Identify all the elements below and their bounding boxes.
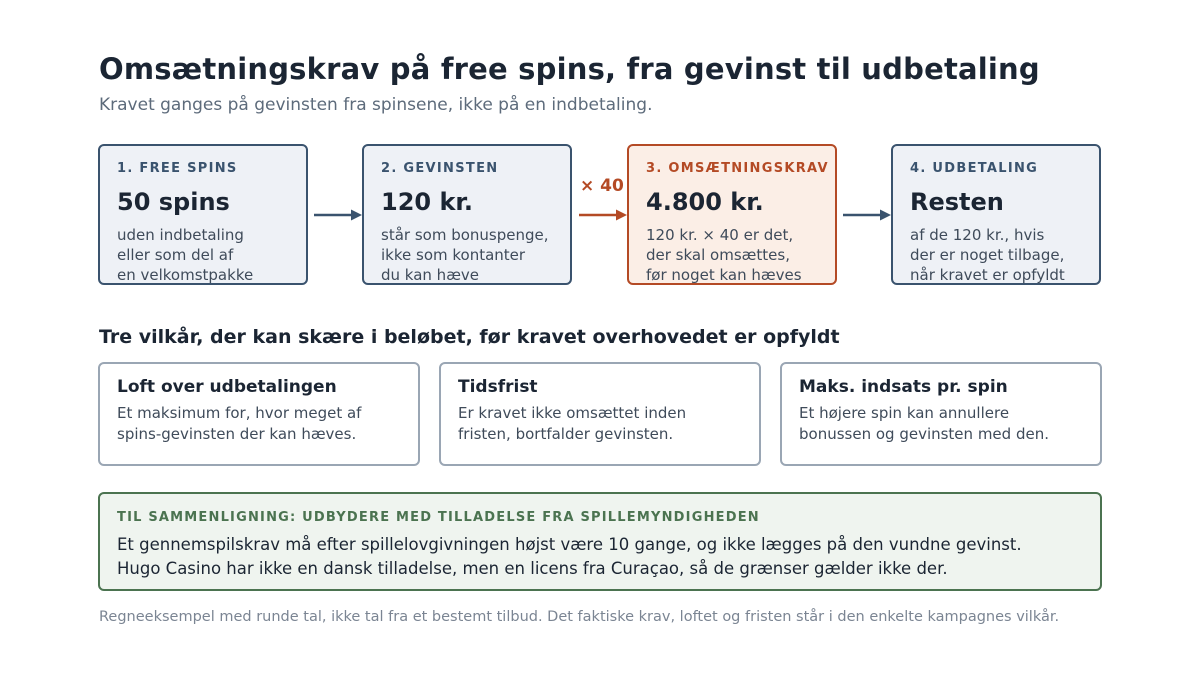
step-description-line: når kravet er opfyldt bbox=[910, 266, 1065, 284]
step-description bbox=[646, 225, 818, 285]
step-description-line: der er noget tilbage, bbox=[910, 246, 1065, 264]
page-title: Omsætningskrav på free spins, fra gevinst til udbetaling bbox=[99, 52, 1040, 86]
step-free-spins bbox=[98, 144, 308, 285]
step-description-line: står som bonuspenge, bbox=[381, 226, 549, 244]
comparison-box bbox=[98, 492, 1102, 591]
step-value: Resten bbox=[910, 188, 1004, 216]
step-winnings bbox=[362, 144, 572, 285]
condition-title: Tidsfrist bbox=[458, 377, 538, 397]
step-description-line: før noget kan hæves bbox=[646, 266, 802, 284]
condition-description bbox=[458, 403, 742, 445]
step-description-line: du kan hæve bbox=[381, 266, 480, 284]
conditions-heading: Tre vilkår, der kan skære i beløbet, før kravet overhovedet er opfyldt bbox=[99, 326, 840, 348]
page-subtitle: Kravet ganges på gevinsten fra spinsene, ikke på en indbetaling. bbox=[99, 95, 653, 115]
condition-title: Loft over udbetalingen bbox=[117, 377, 337, 397]
condition-description-line: spins-gevinsten der kan hæves. bbox=[117, 425, 357, 443]
comparison-label: TIL SAMMENLIGNING: UDBYDERE MED TILLADELSE FRA SPILLEMYNDIGHEDEN bbox=[117, 510, 760, 525]
step-description-line: eller som del af bbox=[117, 246, 234, 264]
condition-description-line: Et højere spin kan annullere bbox=[799, 404, 1010, 422]
step-description-line: en velkomstpakke bbox=[117, 266, 254, 284]
condition-card-max-bet bbox=[780, 362, 1102, 466]
step-description bbox=[381, 225, 553, 285]
condition-description-line: Et maksimum for, hvor meget af bbox=[117, 404, 362, 422]
step-label: 3. OMSÆTNINGSKRAV bbox=[646, 161, 829, 176]
step-payout bbox=[891, 144, 1101, 285]
comparison-text bbox=[117, 533, 1083, 581]
arrow-right-icon bbox=[842, 205, 892, 225]
step-description-line: ikke som kontanter bbox=[381, 246, 526, 264]
multiplier-label: × 40 bbox=[580, 176, 624, 196]
condition-description-line: bonussen og gevinsten med den. bbox=[799, 425, 1049, 443]
step-label: 1. FREE SPINS bbox=[117, 161, 238, 176]
step-description-line: af de 120 kr., hvis bbox=[910, 226, 1045, 244]
condition-description bbox=[799, 403, 1083, 445]
step-label: 2. GEVINSTEN bbox=[381, 161, 499, 176]
condition-card-deadline bbox=[439, 362, 761, 466]
condition-card-payout-cap bbox=[98, 362, 420, 466]
step-label: 4. UDBETALING bbox=[910, 161, 1039, 176]
step-value: 50 spins bbox=[117, 188, 230, 216]
step-description bbox=[117, 225, 289, 285]
step-description bbox=[910, 225, 1082, 285]
step-wagering-requirement bbox=[627, 144, 837, 285]
step-description-line: uden indbetaling bbox=[117, 226, 244, 244]
condition-description bbox=[117, 403, 401, 445]
arrow-right-icon bbox=[313, 205, 363, 225]
comparison-line: Et gennemspilskrav må efter spillelovgivningen højst være 10 gange, og ikke lægges på den vundne gevinst. bbox=[117, 535, 1022, 554]
condition-description-line: Er kravet ikke omsættet inden bbox=[458, 404, 687, 422]
comparison-line: Hugo Casino har ikke en dansk tilladelse, men en licens fra Curaçao, så de grænser gælder ikke der. bbox=[117, 559, 948, 578]
step-description-line: der skal omsættes, bbox=[646, 246, 790, 264]
step-description-line: 120 kr. × 40 er det, bbox=[646, 226, 794, 244]
arrow-right-icon bbox=[578, 205, 628, 225]
step-value: 4.800 kr. bbox=[646, 188, 764, 216]
condition-title: Maks. indsats pr. spin bbox=[799, 377, 1008, 397]
condition-description-line: fristen, bortfalder gevinsten. bbox=[458, 425, 674, 443]
step-value: 120 kr. bbox=[381, 188, 473, 216]
footnote: Regneeksempel med runde tal, ikke tal fra et bestemt tilbud. Det faktiske krav, loftet og fristen står i den enkelte kampagnes vilkår. bbox=[99, 609, 1060, 625]
